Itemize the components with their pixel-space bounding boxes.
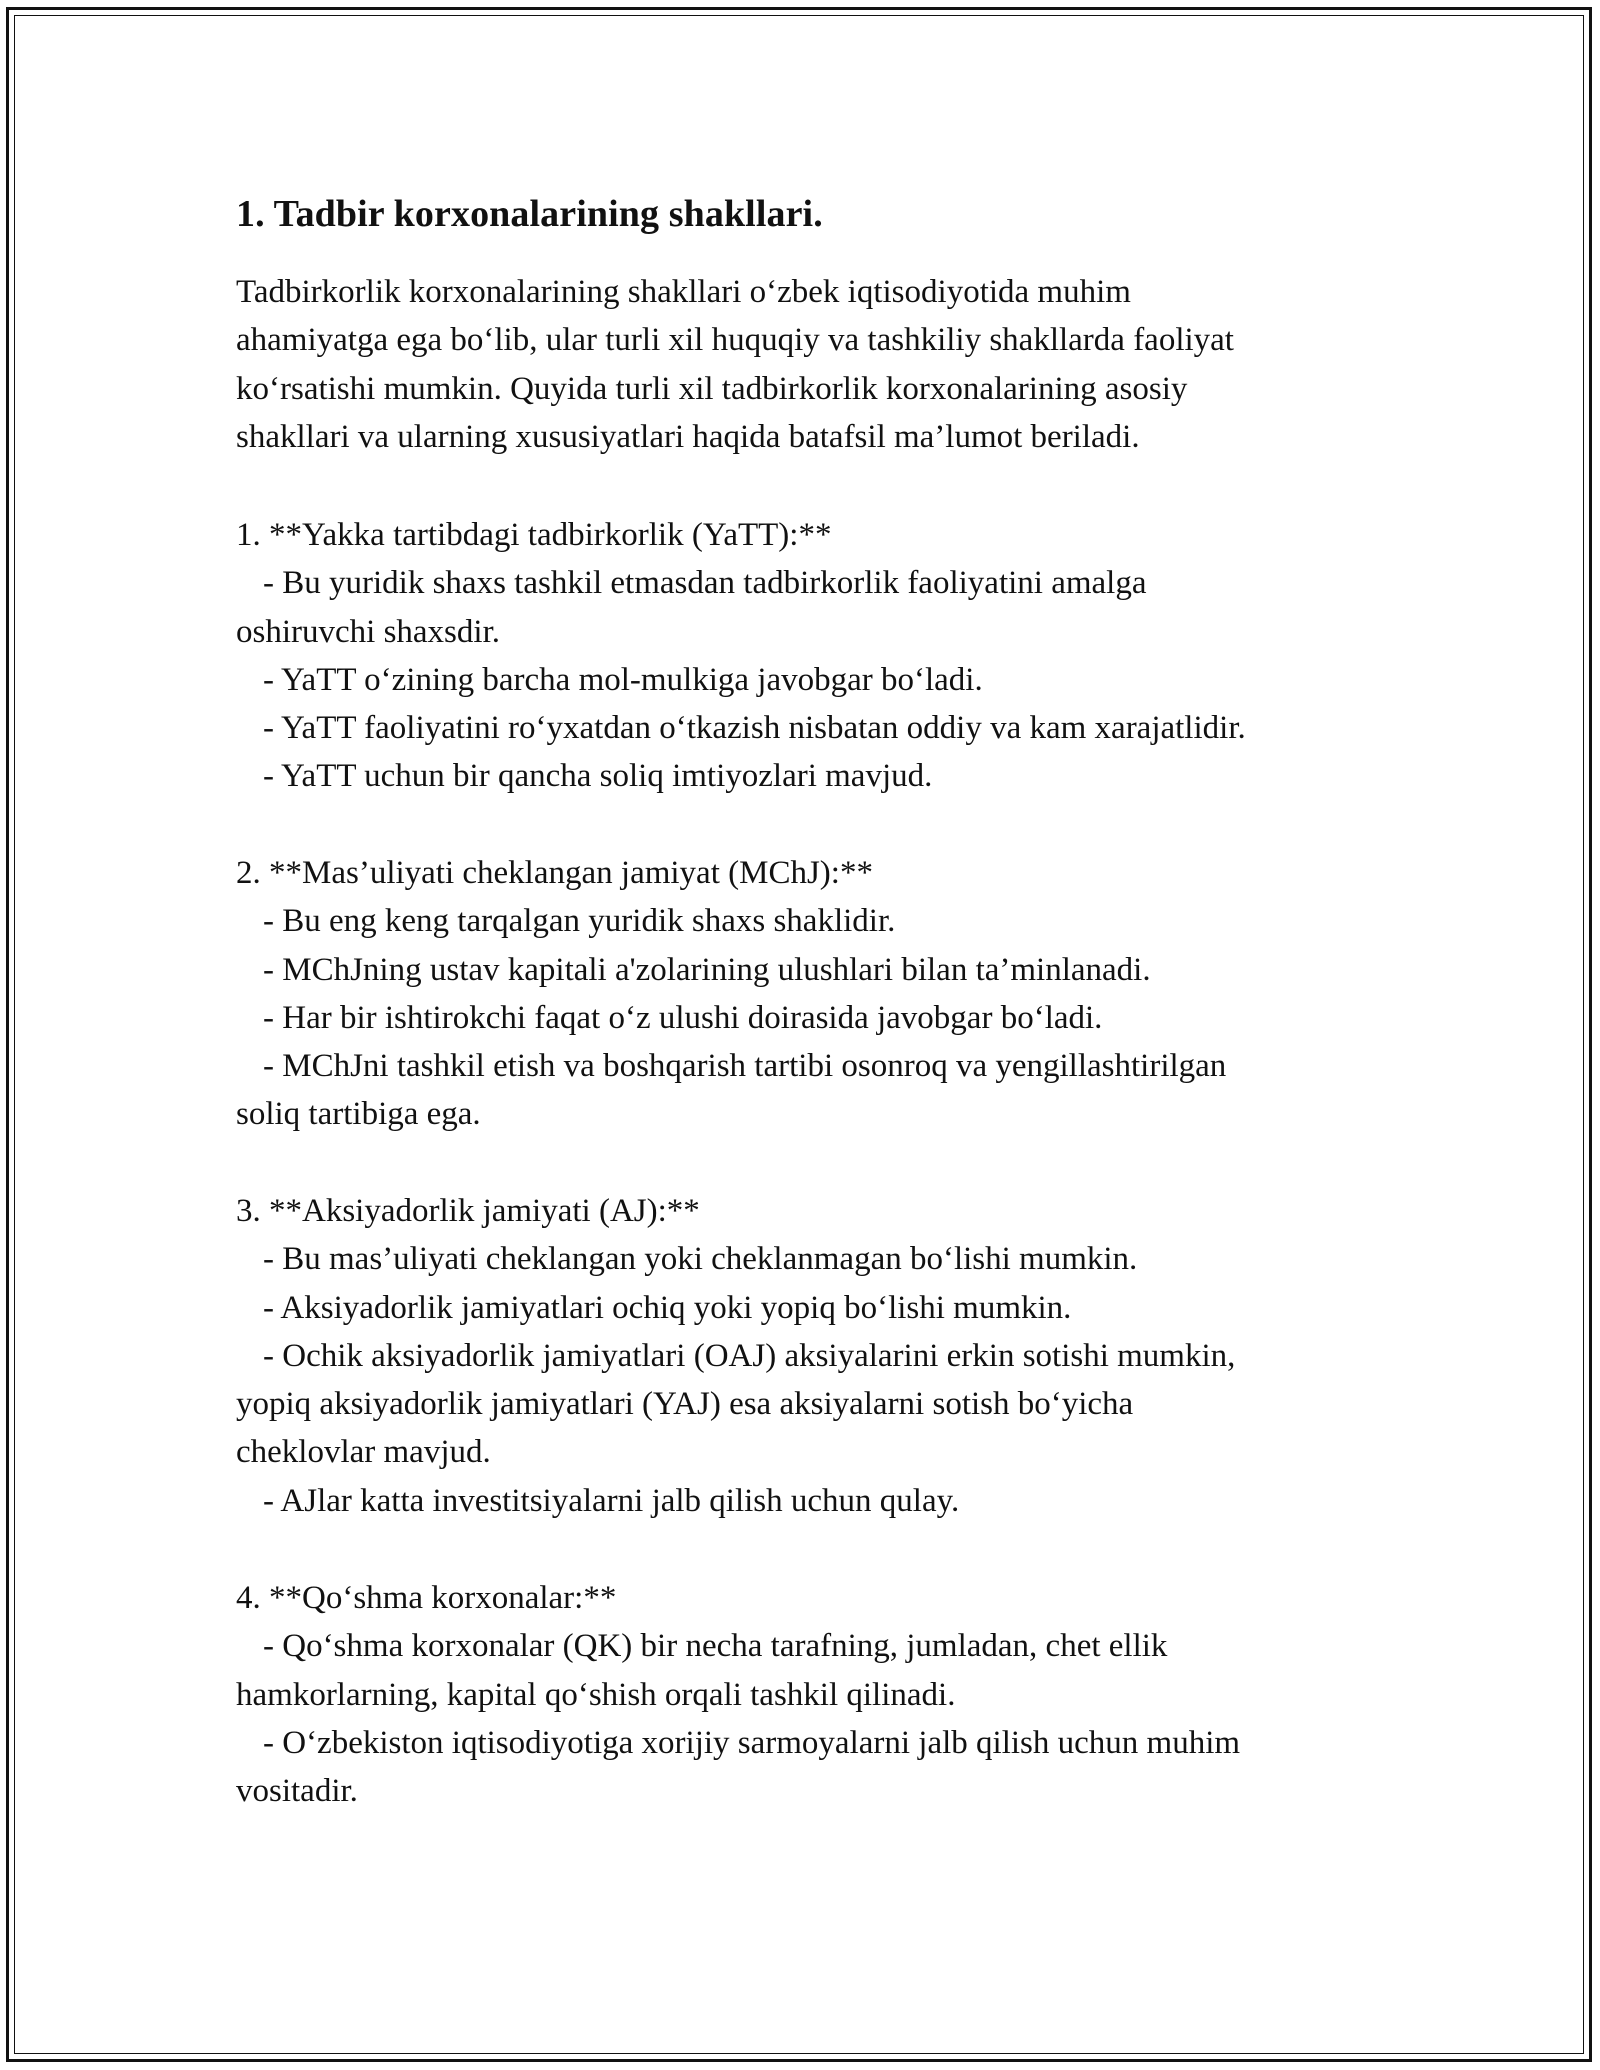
section-heading: 1. **Yakka tartibdagi tadbirkorlik (YaTT):** [236,517,832,553]
bullet-continuation: oshiruvchi shaxsdir. [236,613,500,650]
bullet-continuation: vositadir. [236,1773,358,1810]
section-heading: 3. **Aksiyadorlik jamiyati (AJ):** [236,1193,700,1229]
bullet-continuation: cheklovlar mavjud. [236,1434,491,1471]
bullet-line: - MChJni tashkil etish va boshqarish tartibi osonroq va yengillashtirilgan [263,1048,1227,1085]
section-heading: 4. **Qo‘shma korxonalar:** [236,1580,617,1616]
bullet-continuation: hamkorlarning, kapital qo‘shish orqali tashkil qilinadi. [236,1676,956,1713]
bullet-line: - Har bir ishtirokchi faqat o‘z ulushi doirasida javobgar bo‘ladi. [263,999,1103,1036]
section-mchj [236,849,1386,1139]
section-heading: 2. **Mas’uliyati cheklangan jamiyat (MChJ):** [236,855,873,891]
document-title: 1. Tadbir korxonalarining shakllari. [236,193,823,235]
intro-line: ahamiyatga ega bo‘lib, ular turli xil huquqiy va tashkiliy shakllarda faoliyat [236,322,1234,359]
intro-paragraph [236,268,1386,461]
bullet-continuation: soliq tartibiga ega. [236,1096,481,1133]
bullet-line: - Qo‘shma korxonalar (QK) bir necha tarafning, jumladan, chet ellik [263,1628,1168,1665]
bullet-line: - YaTT faoliyatini ro‘yxatdan o‘tkazish nisbatan oddiy va kam xarajatlidir. [263,710,1246,747]
intro-line: ko‘rsatishi mumkin. Quyida turli xil tadbirkorlik korxonalarining asosiy [236,370,1188,407]
bullet-line: - Bu mas’uliyati cheklangan yoki cheklanmagan bo‘lishi mumkin. [263,1241,1138,1278]
bullet-continuation: yopiq aksiyadorlik jamiyatlari (YAJ) esa aksiyalarni sotish bo‘yicha [236,1386,1134,1423]
bullet-line: - Aksiyadorlik jamiyatlari ochiq yoki yopiq bo‘lishi mumkin. [263,1289,1072,1326]
bullet-line: - Bu eng keng tarqalgan yuridik shaxs shaklidir. [263,903,896,940]
section-aj [236,1187,1386,1525]
bullet-line: - YaTT o‘zining barcha mol-mulkiga javobgar bo‘ladi. [263,661,983,698]
section-qk [236,1574,1386,1815]
intro-line: Tadbirkorlik korxonalarining shakllari o‘zbek iqtisodiyotida muhim [236,274,1131,310]
bullet-line: - AJlar katta investitsiyalarni jalb qilish uchun qulay. [263,1482,960,1519]
bullet-line: - Ochik aksiyadorlik jamiyatlari (OAJ) aksiyalarini erkin sotishi mumkin, [263,1337,1236,1374]
intro-line: shakllari va ularning xususiyatlari haqida batafsil ma’lumot beriladi. [236,418,1140,455]
bullet-line: - MChJning ustav kapitali a'zolarining ulushlari bilan ta’minlanadi. [263,951,1151,988]
bullet-line: - YaTT uchun bir qancha soliq imtiyozlari mavjud. [263,758,933,795]
section-yatt [236,511,1386,801]
document-body [236,187,1386,1810]
bullet-line: - O‘zbekiston iqtisodiyotiga xorijiy sarmoyalarni jalb qilish uchun muhim [263,1724,1241,1761]
bullet-line: - Bu yuridik shaxs tashkil etmasdan tadbirkorlik faoliyatini amalga [263,565,1147,602]
